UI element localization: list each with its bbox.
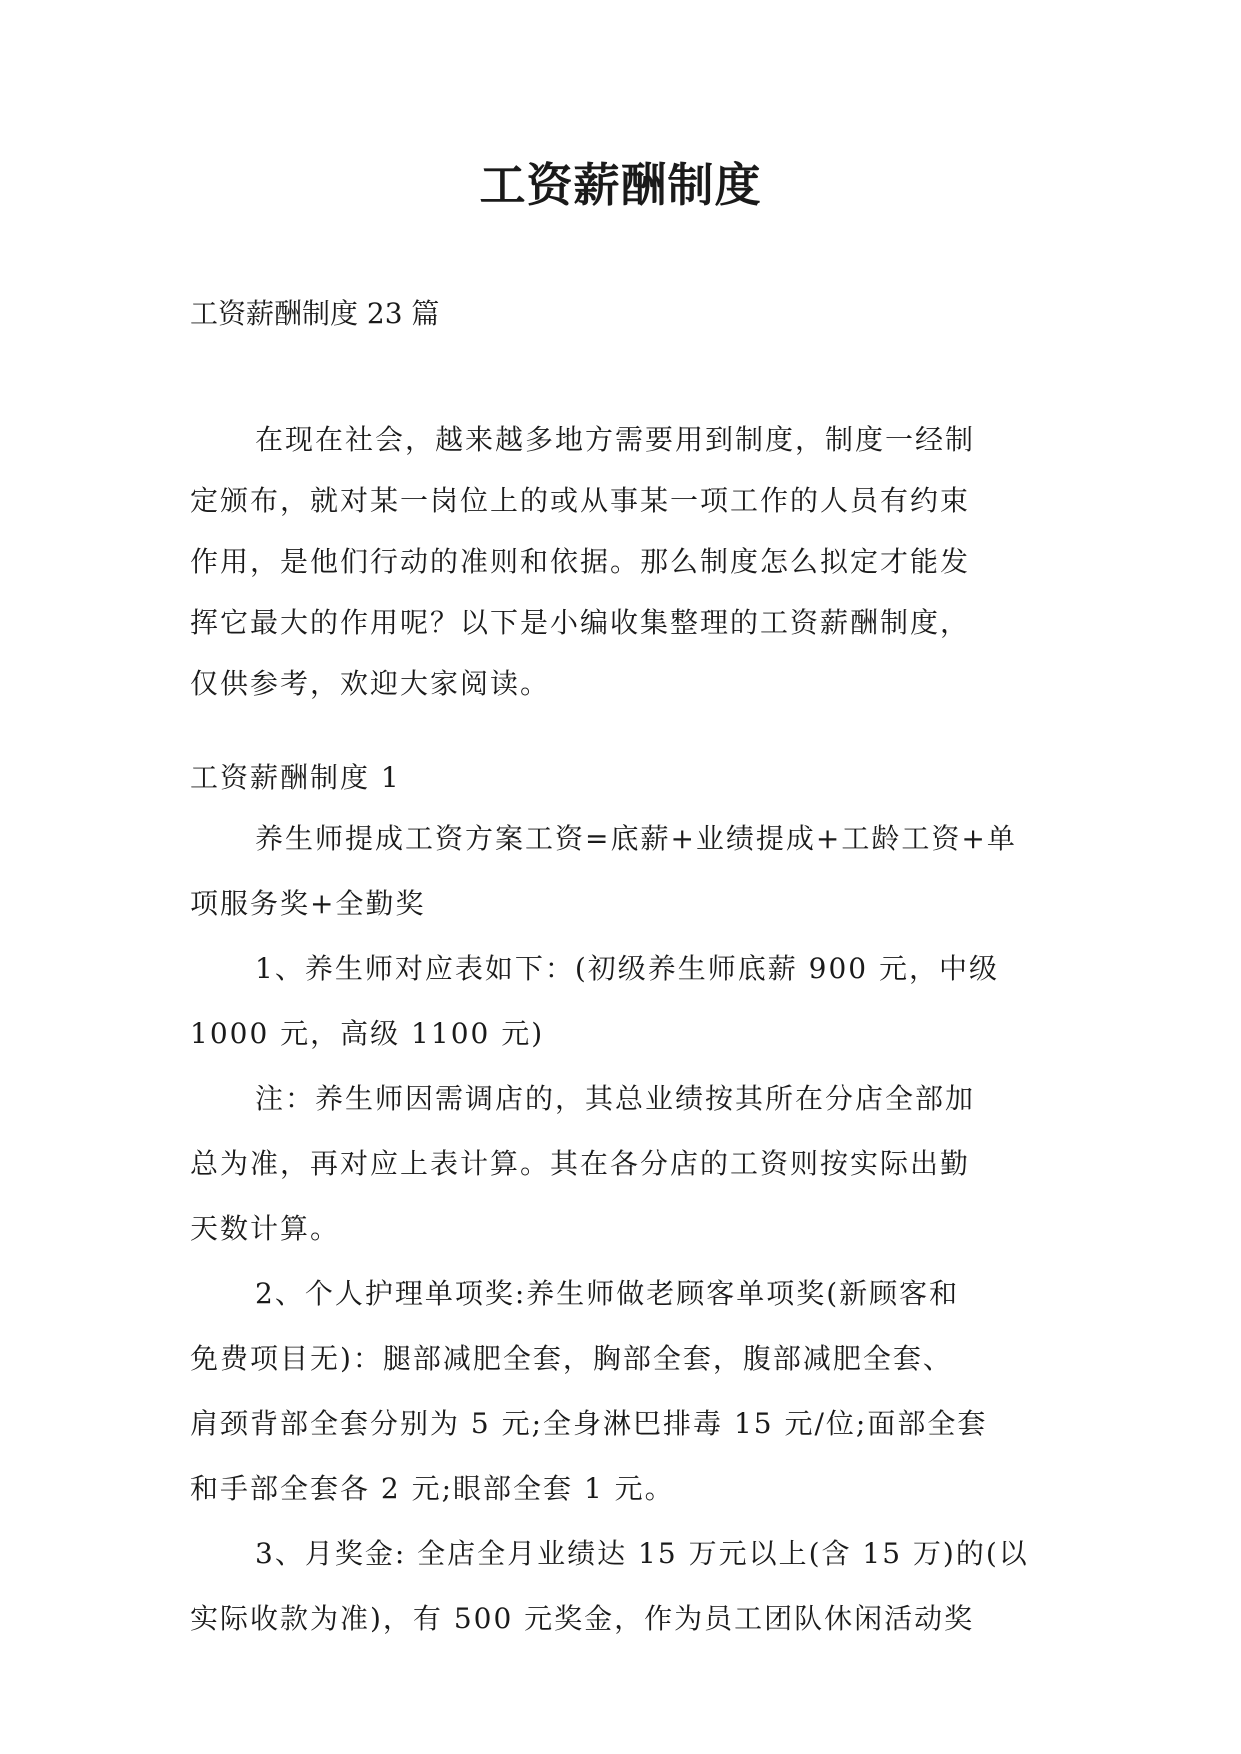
section-line: 天数计算。: [190, 1212, 341, 1245]
section-heading: 工资薪酬制度 1: [190, 761, 401, 794]
section-line: 实际收款为准)，有 500 元奖金，作为员工团队休闲活动奖: [190, 1602, 975, 1635]
document-title: 工资薪酬制度: [479, 158, 762, 212]
intro-line: 挥它最大的作用呢？以下是小编收集整理的工资薪酬制度，: [190, 606, 971, 639]
intro-line: 在现在社会，越来越多地方需要用到制度，制度一经制: [255, 423, 976, 456]
section-line: 注：养生师因需调店的，其总业绩按其所在分店全部加: [255, 1082, 976, 1115]
section-line: 和手部全套各 2 元;眼部全套 1 元。: [190, 1472, 675, 1505]
document-subtitle: 工资薪酬制度 23 篇: [190, 297, 440, 330]
intro-line: 定颁布，就对某一岗位上的或从事某一项工作的人员有约束: [190, 484, 971, 517]
section-line: 养生师提成工资方案工资=底薪+业绩提成+工龄工资+单: [255, 822, 1017, 855]
section-line: 1、养生师对应表如下：(初级养生师底薪 900 元，中级: [255, 952, 999, 985]
section-line: 3、月奖金: 全店全月业绩达 15 万元以上(含 15 万)的(以: [255, 1537, 1029, 1570]
section-body: [190, 806, 1052, 1651]
section-line: 肩颈背部全套分别为 5 元;全身淋巴排毒 15 元/位;面部全套: [190, 1407, 988, 1440]
section-line: 总为准，再对应上表计算。其在各分店的工资则按实际出勤: [190, 1147, 971, 1180]
section-line: 免费项目无)：腿部减肥全套，胸部全套，腹部减肥全套、: [190, 1342, 953, 1375]
section-line: 项服务奖+全勤奖: [190, 887, 426, 920]
section-line: 1000 元，高级 1100 元): [190, 1017, 545, 1050]
section-line: 2、个人护理单项奖:养生师做老顾客单项奖(新顾客和: [255, 1277, 960, 1310]
intro-line: 作用，是他们行动的准则和依据。那么制度怎么拟定才能发: [190, 545, 971, 578]
intro-paragraph: [190, 409, 1052, 714]
intro-line: 仅供参考，欢迎大家阅读。: [190, 667, 551, 700]
